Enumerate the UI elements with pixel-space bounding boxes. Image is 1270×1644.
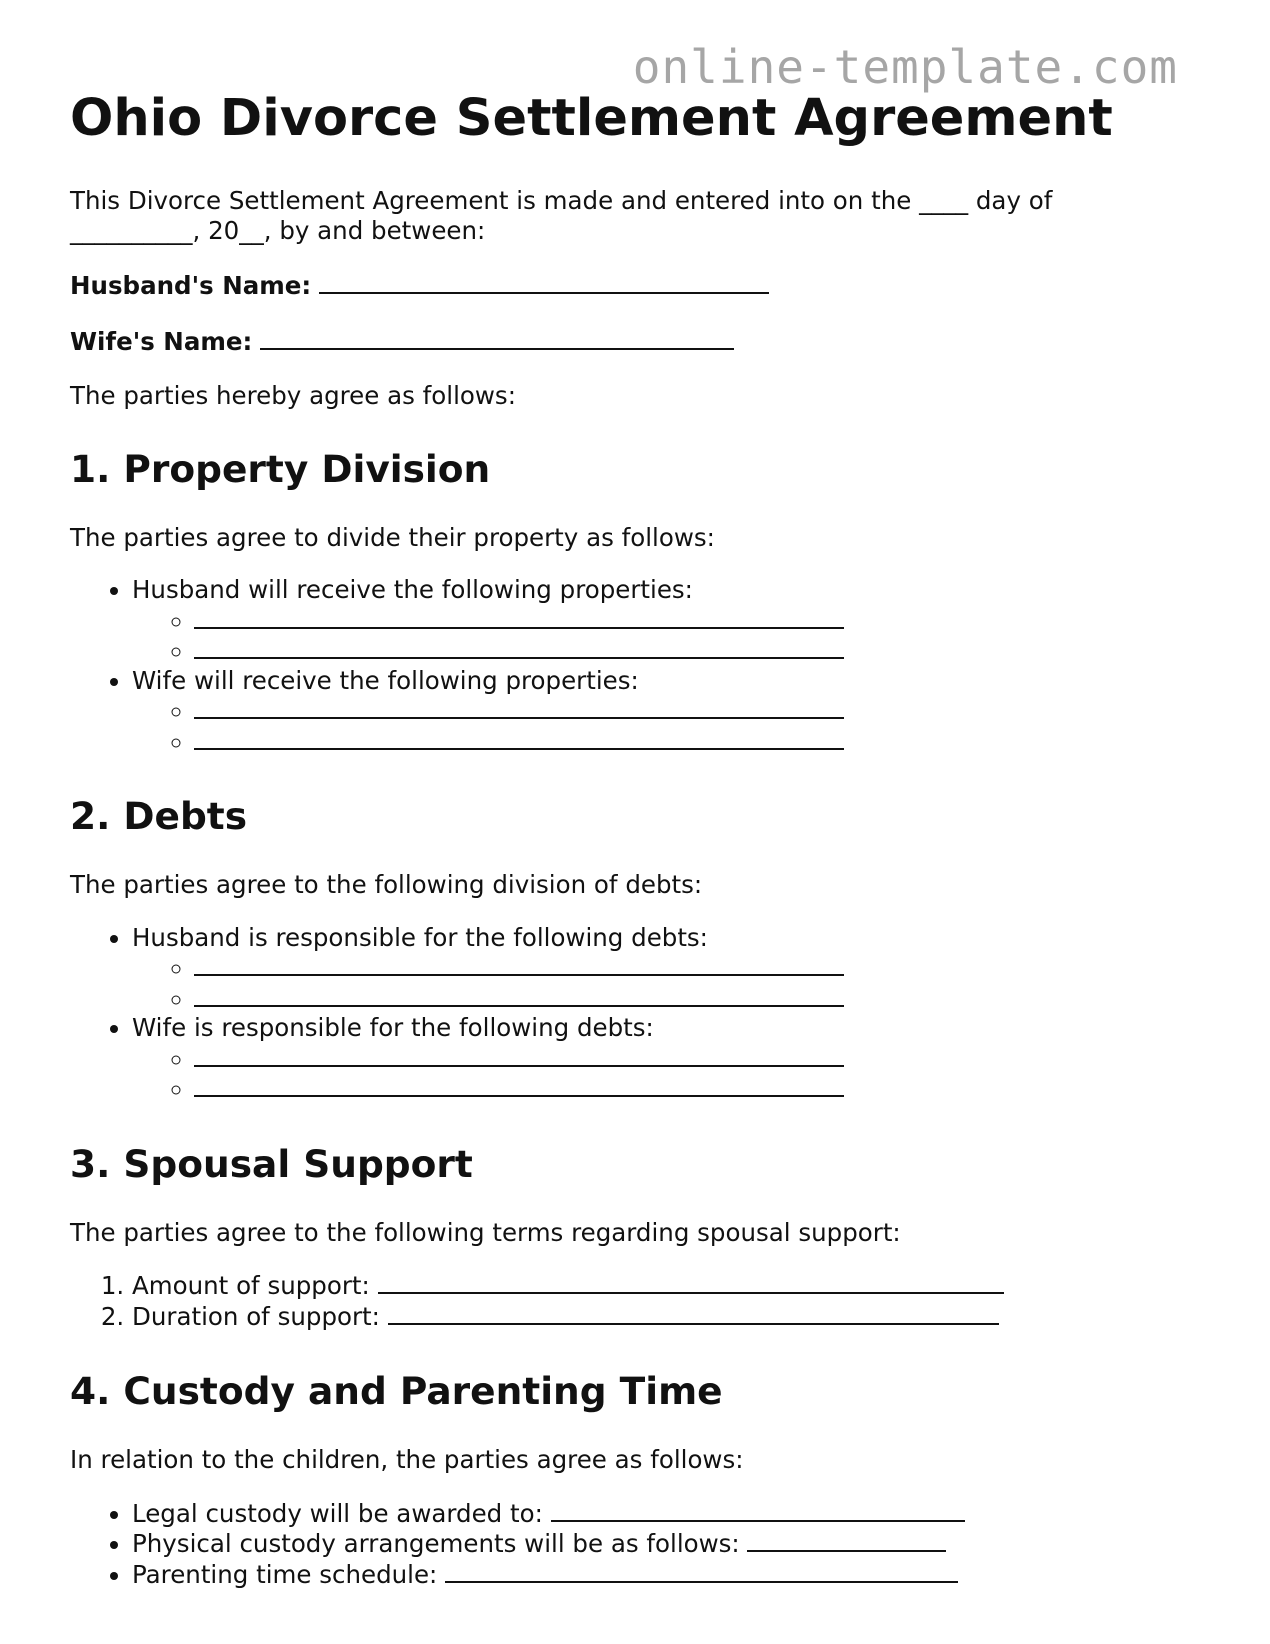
document-page	[70, 86, 1200, 1589]
wife-debt-field-1[interactable]	[194, 1043, 844, 1067]
wife-debt-field-2[interactable]	[194, 1073, 844, 1097]
husband-name-field[interactable]	[319, 270, 769, 294]
list-item	[132, 666, 1200, 757]
wife-property-field-2[interactable]	[194, 726, 844, 750]
support-duration-label: Duration of support:	[132, 1301, 380, 1331]
list-item	[194, 635, 1200, 666]
section-heading-debts: 2. Debts	[70, 794, 248, 838]
list-item	[132, 575, 1200, 666]
agreement-statement: The parties hereby agree as follows:	[70, 381, 516, 410]
wife-properties-label: Wife will receive the following properties:	[132, 665, 639, 695]
document-title: Ohio Divorce Settlement Agreement	[70, 89, 1113, 148]
list-item	[194, 695, 1200, 726]
parenting-schedule-field[interactable]	[445, 1559, 958, 1583]
husband-property-field-2[interactable]	[194, 635, 844, 659]
list-item	[194, 983, 1200, 1014]
list-item	[132, 923, 1200, 1014]
husband-name-row	[70, 270, 1200, 301]
debts-list	[70, 923, 1200, 1104]
legal-custody-field[interactable]	[551, 1498, 965, 1522]
wife-name-field[interactable]	[260, 326, 734, 350]
property-list	[70, 575, 1200, 756]
list-item	[194, 952, 1200, 983]
debts-intro: The parties agree to the following division of debts:	[70, 870, 703, 899]
husband-name-label: Husband's Name:	[70, 271, 312, 300]
wife-name-row	[70, 326, 1200, 357]
list-item	[132, 1498, 1200, 1529]
list-item	[132, 1301, 1200, 1332]
husband-property-field-1[interactable]	[194, 605, 844, 629]
custody-intro: In relation to the children, the parties agree as follows:	[70, 1445, 744, 1474]
list-item	[194, 726, 1200, 757]
wife-property-field-1[interactable]	[194, 695, 844, 719]
legal-custody-label: Legal custody will be awarded to:	[132, 1498, 543, 1528]
list-item	[194, 1043, 1200, 1074]
list-item	[194, 605, 1200, 636]
property-intro: The parties agree to divide their property as follows:	[70, 522, 715, 552]
support-intro: The parties agree to the following terms regarding spousal support:	[70, 1217, 901, 1247]
list-item	[132, 1528, 1200, 1559]
list-item	[132, 1270, 1200, 1301]
watermark: online-template.com	[632, 40, 1178, 94]
support-amount-field[interactable]	[378, 1270, 1004, 1294]
list-item	[132, 1559, 1200, 1590]
husband-properties-label: Husband will receive the following properties:	[132, 575, 693, 604]
section-heading-property: 1. Property Division	[70, 446, 491, 491]
support-list	[70, 1270, 1200, 1331]
wife-name-label: Wife's Name:	[70, 326, 253, 356]
support-duration-field[interactable]	[388, 1301, 999, 1325]
list-item	[132, 1013, 1200, 1104]
wife-debts-label: Wife is responsible for the following debts:	[132, 1013, 654, 1042]
list-item	[194, 1073, 1200, 1104]
physical-custody-field[interactable]	[747, 1528, 946, 1552]
parenting-schedule-label: Parenting time schedule:	[132, 1559, 438, 1589]
husband-debt-field-2[interactable]	[194, 983, 844, 1007]
physical-custody-label: Physical custody arrangements will be as follows:	[132, 1529, 740, 1558]
section-heading-custody: 4. Custody and Parenting Time	[70, 1369, 723, 1413]
section-heading-support: 3. Spousal Support	[70, 1141, 473, 1186]
husband-debt-field-1[interactable]	[194, 952, 844, 976]
intro-paragraph: This Divorce Settlement Agreement is made and entered into on the ____ day of __________, 20__, by and between:	[70, 186, 1053, 245]
support-amount-label: Amount of support:	[132, 1271, 370, 1300]
husband-debts-label: Husband is responsible for the following debts:	[132, 922, 708, 952]
custody-list	[70, 1498, 1200, 1590]
